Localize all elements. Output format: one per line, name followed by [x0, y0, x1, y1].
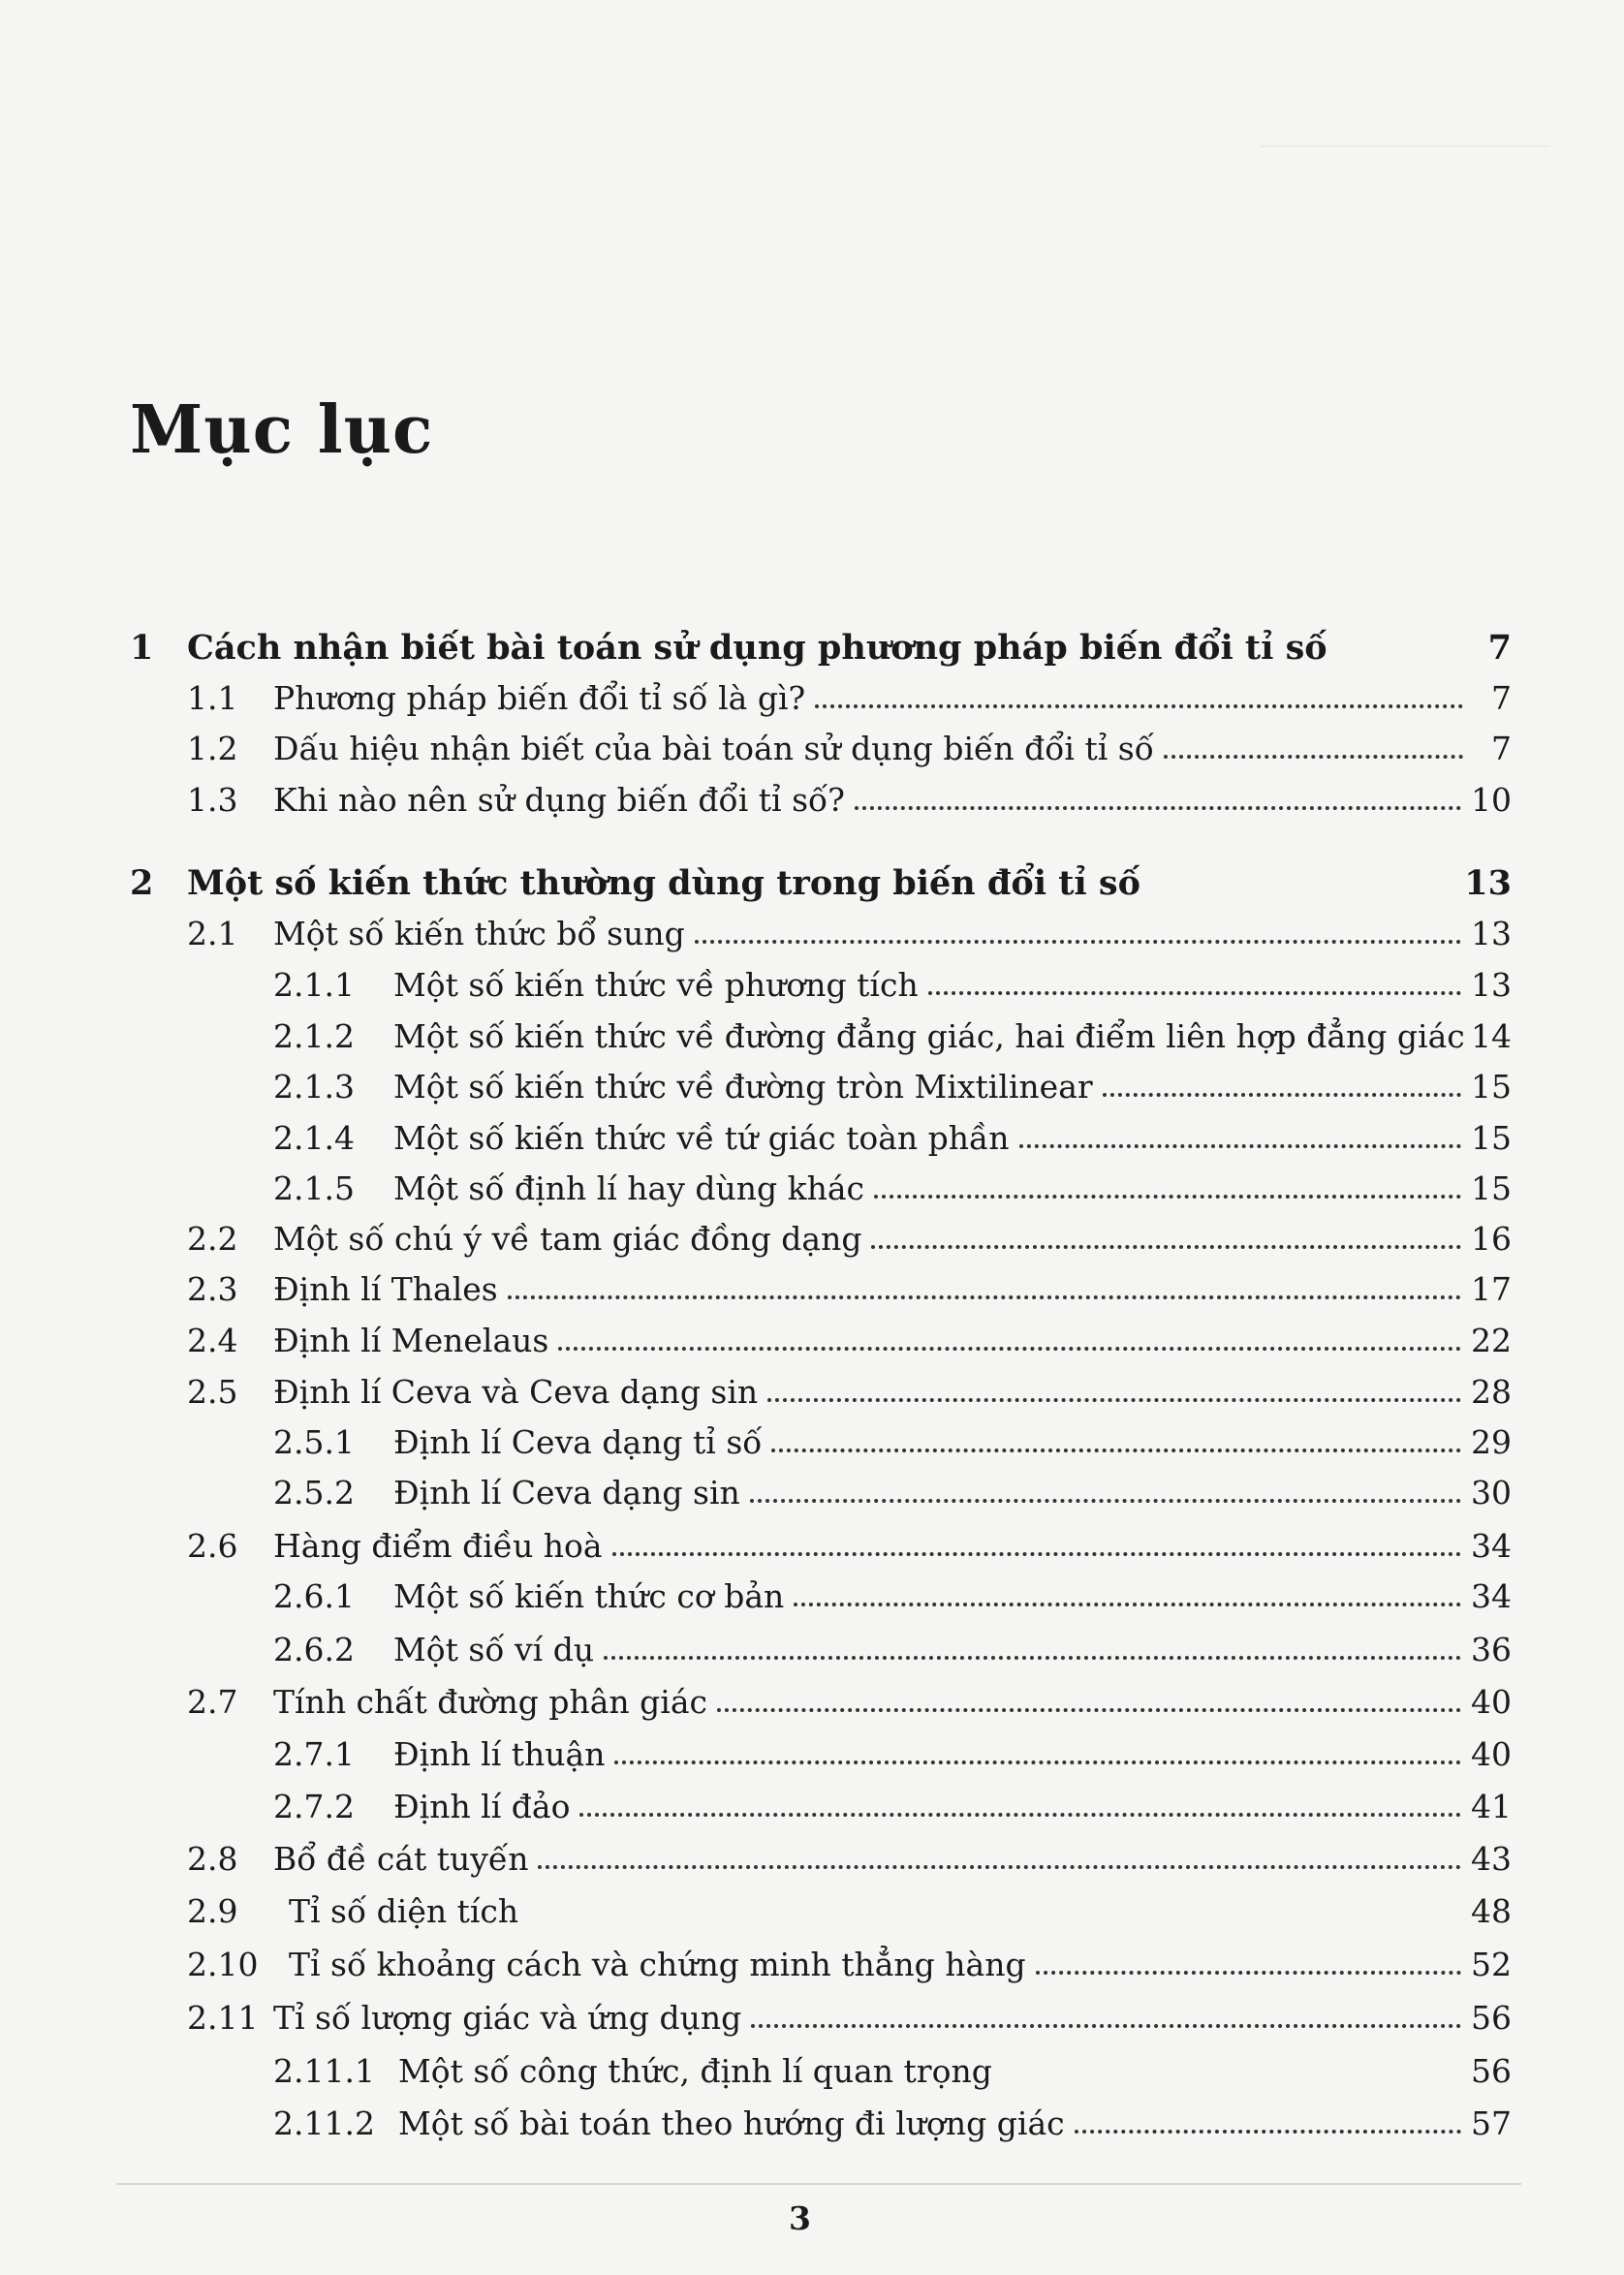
toc-entry[interactable] [273, 1017, 1512, 1055]
toc-entry-title: Một số kiến thức về đường tròn Mixtilinear [393, 1068, 1093, 1106]
toc-entry[interactable] [273, 1631, 1512, 1668]
dot-leader [717, 1708, 1461, 1712]
toc-entry[interactable] [187, 679, 1512, 717]
toc-entry-number: 2.5.1 [273, 1423, 355, 1461]
toc-entry-number: 2.7 [187, 1683, 238, 1721]
toc-entry-title: Tỉ số diện tích [289, 1892, 519, 1930]
toc-entry-number: 2.7.2 [273, 1788, 355, 1825]
page-title: Mục lục [130, 391, 434, 469]
toc-entry[interactable] [273, 1788, 1512, 1825]
toc-entry-number: 2.1.2 [273, 1017, 355, 1055]
bleed-through-mark [1260, 145, 1550, 147]
dot-leader [508, 1295, 1461, 1299]
toc-entry-number: 2.9 [187, 1892, 238, 1930]
toc-entry-page: 13 [1471, 915, 1512, 952]
toc-entry[interactable] [273, 2052, 1512, 2090]
dot-leader [1036, 1971, 1461, 1975]
dot-leader [874, 1195, 1461, 1199]
dot-leader [1164, 755, 1463, 759]
toc-entry-number: 1.3 [187, 781, 238, 819]
toc-entry[interactable] [187, 730, 1512, 767]
toc-entry-page: 10 [1471, 781, 1512, 819]
toc-entry-number: 2.11.2 [273, 2104, 375, 2142]
toc-entry[interactable] [273, 1423, 1512, 1461]
toc-entry-page: 43 [1471, 1840, 1512, 1878]
dot-leader [558, 1347, 1461, 1351]
toc-entry[interactable] [273, 1577, 1512, 1615]
toc-entry-page: 36 [1471, 1631, 1512, 1668]
toc-entry-page: 17 [1471, 1270, 1512, 1308]
dot-leader [815, 704, 1463, 708]
toc-entry-title: Một số định lí hay dùng khác [393, 1169, 865, 1207]
toc-entry-page: 22 [1471, 1322, 1512, 1359]
toc-entry-number: 2.1.4 [273, 1119, 355, 1157]
toc-entry-page: 56 [1471, 1999, 1512, 2037]
dot-leader [871, 1245, 1461, 1249]
toc-entry-title: Một số kiến thức về đường đẳng giác, hai điểm liên hợp đẳng giác [393, 1017, 1465, 1055]
toc-entry-title: Tỉ số lượng giác và ứng dụng [273, 1999, 742, 2037]
toc-entry-page: 34 [1471, 1577, 1512, 1615]
toc-entry-title: Định lí Ceva và Ceva dạng sin [273, 1373, 759, 1411]
toc-entry[interactable] [187, 1999, 1512, 2037]
toc-entry-title: Định lí Ceva dạng tỉ số [393, 1423, 763, 1461]
toc-entry-number: 2.1.5 [273, 1169, 355, 1207]
toc-entry-page: 57 [1471, 2104, 1512, 2142]
toc-entry-number: 2.6 [187, 1527, 238, 1565]
toc-entry-title: Định lí đảo [393, 1788, 571, 1825]
dot-leader [928, 991, 1461, 995]
toc-entry-title: Một số kiến thức bổ sung [273, 915, 685, 952]
toc-entry-title: Bổ đề cát tuyến [273, 1840, 529, 1878]
dot-leader [604, 1656, 1461, 1660]
toc-entry[interactable] [273, 1735, 1512, 1773]
toc-entry-number: 2.5.2 [273, 1474, 355, 1511]
toc-entry-title: Dấu hiệu nhận biết của bài toán sử dụng biến đổi tỉ số [273, 730, 1154, 767]
toc-entry-title: Tỉ số khoảng cách và chứng minh thẳng hàng [289, 1946, 1026, 1983]
toc-entry-title: Định lí Menelaus [273, 1322, 549, 1359]
dot-leader [1019, 1144, 1461, 1148]
toc-chapter-entry[interactable] [130, 628, 1512, 668]
toc-entry-number: 2.5 [187, 1373, 238, 1411]
toc-entry-page: 15 [1471, 1068, 1512, 1106]
toc-entry-page: 30 [1471, 1474, 1512, 1511]
toc-entry-number: 2.10 [187, 1946, 259, 1983]
toc-entry-page: 16 [1471, 1220, 1512, 1258]
toc-entry[interactable] [273, 1474, 1512, 1511]
toc-entry-page: 15 [1471, 1169, 1512, 1207]
dot-leader [695, 940, 1461, 944]
toc-entry[interactable] [273, 1169, 1512, 1207]
toc-entry-title: Một số kiến thức cơ bản [393, 1577, 785, 1615]
dot-leader [538, 1865, 1461, 1869]
toc-entry[interactable] [273, 966, 1512, 1004]
toc-entry-title: Một số chú ý về tam giác đồng dạng [273, 1220, 862, 1258]
toc-entry-title: Định lí Thales [273, 1270, 498, 1308]
dot-leader [750, 1499, 1461, 1503]
toc-entry[interactable] [273, 1119, 1512, 1157]
toc-entry-number: 2 [130, 863, 154, 903]
toc-entry-page: 48 [1471, 1892, 1512, 1930]
toc-entry-number: 2.6.1 [273, 1577, 355, 1615]
toc-entry-title: Một số ví dụ [393, 1631, 595, 1668]
toc-entry[interactable] [187, 1946, 1512, 1983]
toc-entry-title: Một số công thức, định lí quan trọng [398, 2052, 992, 2090]
toc-entry-number: 2.1 [187, 915, 238, 952]
toc-entry[interactable] [187, 1270, 1512, 1308]
toc-entry-number: 2.2 [187, 1220, 238, 1258]
dot-leader [767, 1398, 1461, 1402]
toc-entry-page: 28 [1471, 1373, 1512, 1411]
toc-entry-title: Hàng điểm điều hoà [273, 1527, 603, 1565]
toc-entry-number: 2.11.1 [273, 2052, 375, 2090]
toc-entry-title: Một số kiến thức thường dùng trong biến đổi tỉ số [187, 863, 1140, 903]
toc-entry-title: Một số bài toán theo hướng đi lượng giác [398, 2104, 1065, 2142]
toc-entry-title: Định lí Ceva dạng sin [393, 1474, 740, 1511]
toc-entry-page: 13 [1471, 966, 1512, 1004]
dot-leader [855, 806, 1461, 810]
toc-entry-number: 2.8 [187, 1840, 238, 1878]
toc-entry-number: 2.6.2 [273, 1631, 355, 1668]
toc-entry-number: 1.2 [187, 730, 238, 767]
toc-entry[interactable] [187, 1683, 1512, 1721]
toc-entry-number: 2.1.3 [273, 1068, 355, 1106]
toc-entry[interactable] [187, 1322, 1512, 1359]
dot-leader [1103, 1093, 1461, 1097]
dot-leader [612, 1552, 1461, 1556]
toc-entry-page: 13 [1464, 863, 1512, 903]
toc-entry-page: 40 [1471, 1683, 1512, 1721]
toc-entry-number: 1 [130, 628, 154, 668]
toc-entry-page: 34 [1471, 1527, 1512, 1565]
toc-entry-title: Cách nhận biết bài toán sử dụng phương pháp biến đổi tỉ số [187, 628, 1327, 668]
toc-entry-page: 29 [1471, 1423, 1512, 1461]
toc-entry-number: 2.7.1 [273, 1735, 355, 1773]
toc-chapter-entry[interactable] [130, 863, 1512, 903]
toc-entry[interactable] [273, 1068, 1512, 1106]
toc-entry[interactable] [187, 781, 1512, 819]
toc-entry-page: 56 [1471, 2052, 1512, 2090]
page-number: 3 [789, 2199, 811, 2237]
toc-entry-number: 2.1.1 [273, 966, 355, 1004]
toc-entry[interactable] [187, 915, 1512, 952]
dot-leader [771, 1449, 1461, 1452]
toc-entry-page: 7 [1491, 730, 1512, 767]
toc-entry-title: Một số kiến thức về tứ giác toàn phần [393, 1119, 1010, 1157]
toc-entry-page: 7 [1487, 628, 1512, 668]
toc-entry-title: Khi nào nên sử dụng biến đổi tỉ số? [273, 781, 845, 819]
toc-entry-page: 7 [1491, 679, 1512, 717]
toc-entry[interactable] [187, 1527, 1512, 1565]
toc-entry-title: Định lí thuận [393, 1735, 606, 1773]
toc-entry-title: Tính chất đường phân giác [273, 1683, 708, 1721]
footer-divider [116, 2183, 1521, 2185]
toc-entry-page: 41 [1471, 1788, 1512, 1825]
toc-entry[interactable] [187, 1892, 1512, 1930]
toc-entry-number: 2.3 [187, 1270, 238, 1308]
dot-leader [614, 1761, 1461, 1764]
toc-entry-number: 1.1 [187, 679, 238, 717]
toc-entry-number: 2.11 [187, 1999, 259, 2037]
toc-entry-page: 15 [1471, 1119, 1512, 1157]
toc-entry[interactable] [187, 1840, 1512, 1878]
toc-entry[interactable] [273, 2104, 1512, 2142]
toc-entry-page: 14 [1471, 1017, 1512, 1055]
toc-entry-title: Một số kiến thức về phương tích [393, 966, 919, 1004]
toc-entry-title: Phương pháp biến đổi tỉ số là gì? [273, 679, 806, 717]
dot-leader [579, 1813, 1461, 1817]
toc-entry-number: 2.4 [187, 1322, 238, 1359]
dot-leader [751, 2024, 1461, 2028]
toc-entry-page: 52 [1471, 1946, 1512, 1983]
toc-entry-page: 40 [1471, 1735, 1512, 1773]
toc-entry[interactable] [187, 1220, 1512, 1258]
toc-entry[interactable] [187, 1373, 1512, 1411]
dot-leader [794, 1603, 1461, 1606]
dot-leader [1075, 2130, 1461, 2134]
